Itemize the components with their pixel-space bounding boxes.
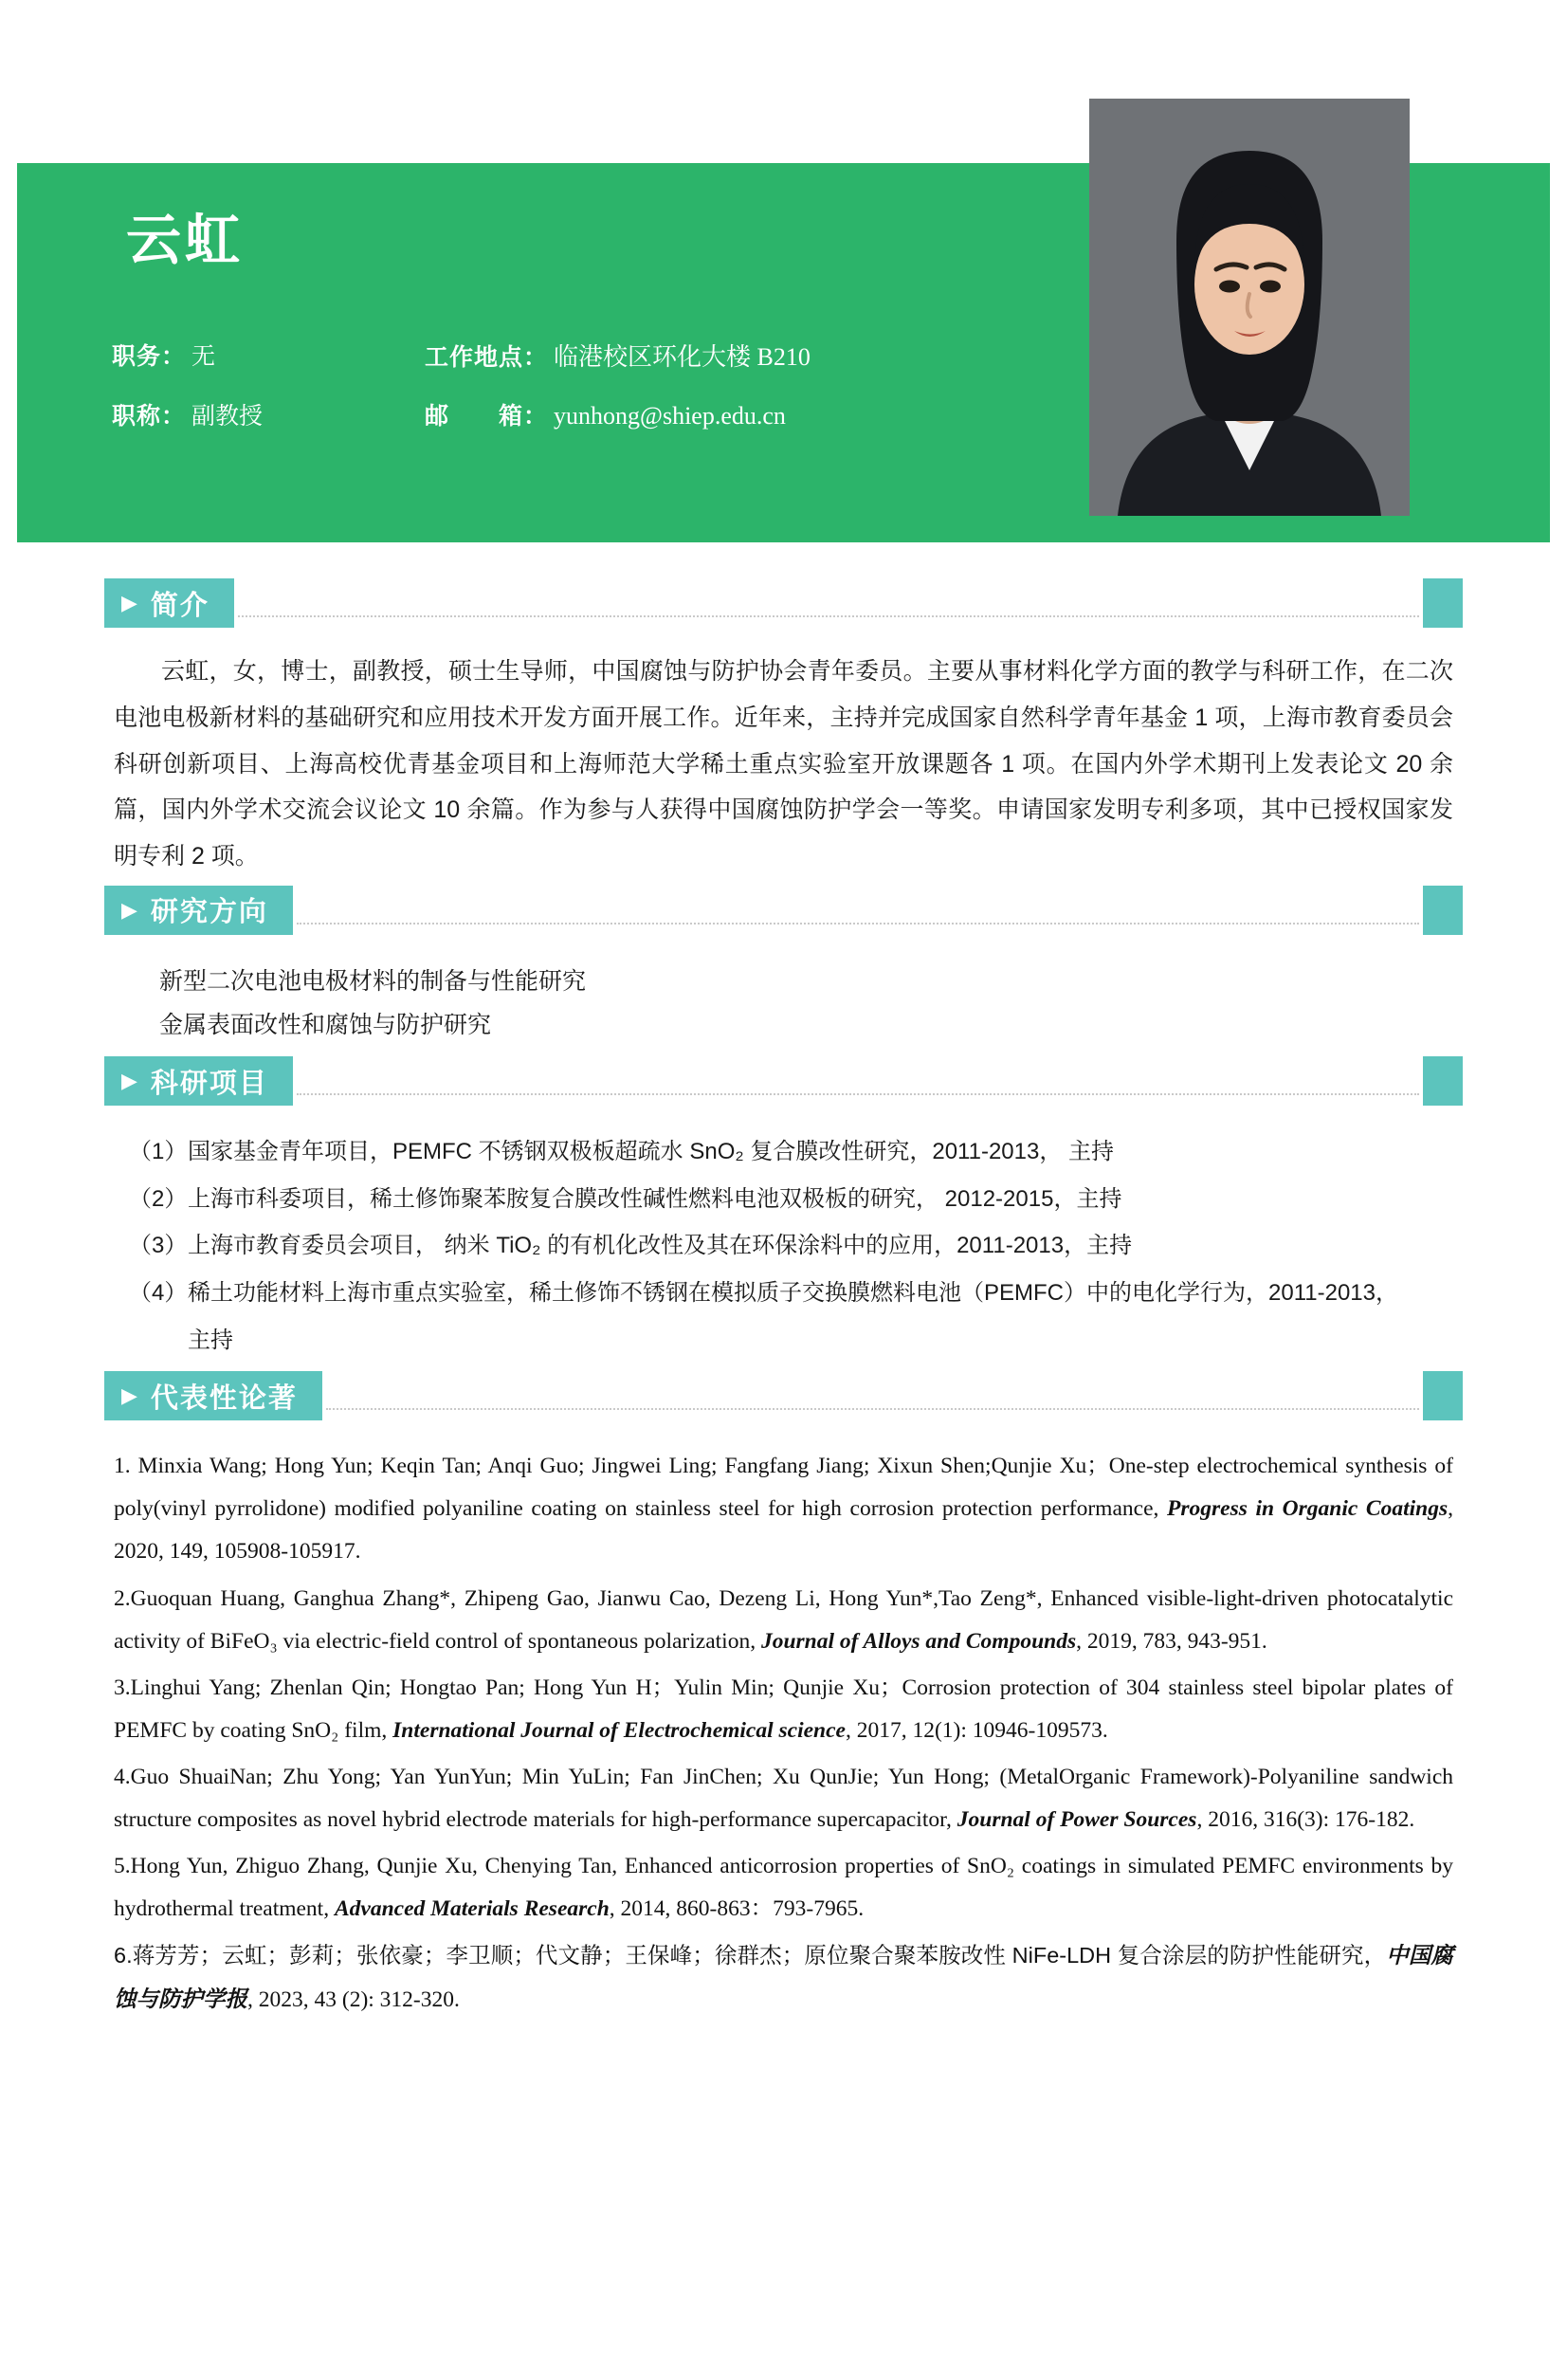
section-title-projects: 科研项目 xyxy=(150,1068,268,1099)
project-number: （3） xyxy=(129,1233,188,1259)
list-item xyxy=(114,1667,1453,1752)
list-item xyxy=(129,1178,1453,1221)
profile-header-banner xyxy=(17,163,1550,542)
publication-journal: Advanced Materials Research xyxy=(334,1896,610,1922)
publication-text: 6.蒋芳芳；云虹；彭莉；张依豪；李卫顺；代文静；王保峰；徐群杰；原位聚合聚苯胺改性 NiFe-LDH 复合涂层的防护性能研究， xyxy=(114,1943,1387,1968)
info-value-email[interactable]: yunhong@shiep.edu.cn xyxy=(554,401,786,430)
project-text: 上海市科委项目，稀土修饰聚苯胺复合膜改性碱性燃料电池双极板的研究， 2012-2015，主持 xyxy=(188,1185,1122,1212)
project-number: （4） xyxy=(129,1280,188,1307)
section-divider-dots xyxy=(297,1067,1419,1095)
research-direction-list xyxy=(159,960,1453,1048)
publication-journal: Progress in Organic Coatings xyxy=(1167,1496,1449,1522)
section-end-block xyxy=(1423,1056,1463,1106)
section-end-block xyxy=(1423,578,1463,628)
info-value-location: 临港校区环化大楼 B210 xyxy=(554,342,811,371)
triangle-right-icon: ▶ xyxy=(121,591,139,614)
publication-journal: International Journal of Electrochemical science xyxy=(392,1717,846,1743)
publication-journal: 中国腐蚀与防护学报 xyxy=(114,1944,1454,2012)
list-item xyxy=(114,1578,1453,1663)
info-row-position xyxy=(112,338,425,373)
project-number: （1） xyxy=(129,1139,188,1165)
section-divider-dots xyxy=(297,896,1419,925)
project-text-continued: 主持 xyxy=(188,1327,233,1353)
list-item xyxy=(129,1224,1453,1268)
project-text: 稀土功能材料上海市重点实验室，稀土修饰不锈钢在模拟质子交换膜燃料电池（PEMFC）中的电化学行为，2011-2013， xyxy=(188,1280,1398,1307)
section-divider-dots xyxy=(238,589,1419,617)
section-title-intro: 简介 xyxy=(150,590,210,621)
publication-details: , 2014, 860-863：793-7965. xyxy=(609,1896,865,1922)
publication-text: 2.Guoquan Huang, Ganghua Zhang*, Zhipeng Gao, Jianwu Cao, Dezeng Li, Hong Yun*,Tao Zeng*, Enhanced visible-light-driven photocatalytic activity of BiFeO₃ via electric-field control of spontaneous polarization, xyxy=(114,1585,1453,1654)
section-header-publications xyxy=(104,1371,1463,1420)
info-value-title: 副教授 xyxy=(191,402,264,430)
intro-paragraph: 云虹，女，博士，副教授，硕士生导师，中国腐蚀与防护协会青年委员。主要从事材料化学方面的教学与科研工作，在二次电池电极新材料的基础研究和应用技术开发方面开展工作。近年来，主持并完成国家自然科学青年基金 1 项，上海市教育委员会科研创新项目、上海高校优青基金项目和上海师范大学稀土重点实验室开放课题各 1 项。在国内外学术期刊上发表论文 20 余篇，国内外学术交流会议论文 10 余篇。作为参与人获得中国腐蚀防护学会一等奖。申请国家发明专利多项，其中已授权国家发明专利 2 项。 xyxy=(114,658,1453,870)
profile-content xyxy=(0,542,1567,2082)
project-text: 国家基金青年项目，PEMFC 不锈钢双极板超疏水 SnO₂ 复合膜改性研究，2011-2013， 主持 xyxy=(188,1139,1115,1165)
list-item: 新型二次电池电极材料的制备与性能研究 xyxy=(159,967,587,995)
publication-details: , 2020, 149, 105908-105917. xyxy=(114,1496,1453,1565)
list-item xyxy=(114,1845,1453,1931)
publication-details: , 2019, 783, 943-951. xyxy=(1076,1628,1267,1654)
project-number: （2） xyxy=(129,1185,188,1212)
publication-text: 1. Minxia Wang; Hong Yun; Keqin Tan; Anqi Guo; Jingwei Ling; Fangfang Jiang; Xixun Shen;Qunjie Xu；One-step electrochemical synthesis of poly(vinyl pyrrolidone) modified polyaniline coating on stainless steel for high corrosion protection performance, xyxy=(114,1454,1453,1522)
info-label-location: 工作地点： xyxy=(425,343,549,371)
publication-details: , 2023, 43 (2): 312-320. xyxy=(247,1986,460,2012)
section-end-block xyxy=(1423,1371,1463,1420)
info-label-title: 职称： xyxy=(112,402,187,430)
triangle-right-icon: ▶ xyxy=(121,1069,139,1093)
section-divider-dots xyxy=(326,1382,1419,1410)
info-label-email: 邮 箱： xyxy=(425,402,549,430)
section-tab-research xyxy=(104,886,293,935)
triangle-right-icon: ▶ xyxy=(121,1383,139,1408)
publication-details: , 2017, 12(1): 10946-109573. xyxy=(845,1717,1108,1743)
project-text: 上海市教育委员会项目， 纳米 TiO₂ 的有机化改性及其在环保涂料中的应用，2011-2013，主持 xyxy=(188,1233,1133,1259)
publication-text: 3.Linghui Yang; Zhenlan Qin; Hongtao Pan; Hong Yun H；Yulin Min; Qunjie Xu；Corrosion protection of 304 stainless steel bipolar plates of PEMFC by coating SnO₂ film, xyxy=(114,1675,1453,1743)
publication-journal: Journal of Alloys and Compounds xyxy=(760,1628,1077,1654)
list-item xyxy=(114,1445,1453,1573)
list-item xyxy=(129,1130,1453,1174)
page-title: 云虹 xyxy=(126,210,245,271)
publication-journal: Journal of Power Sources xyxy=(957,1807,1197,1833)
section-header-projects xyxy=(104,1056,1463,1106)
publication-text: 5.Hong Yun, Zhiguo Zhang, Qunjie Xu, Chenying Tan, Enhanced anticorrosion properties of SnO₂ coatings in simulated PEMFC environments by hydrothermal treatment, xyxy=(114,1854,1453,1922)
section-end-block xyxy=(1423,886,1463,935)
avatar xyxy=(1089,99,1410,516)
publication-details: , 2016, 316(3): 176-182. xyxy=(1196,1807,1415,1833)
section-tab-projects xyxy=(104,1056,293,1106)
triangle-right-icon: ▶ xyxy=(121,897,139,922)
list-item xyxy=(114,1934,1453,2021)
section-title-publications: 代表性论著 xyxy=(150,1382,298,1414)
list-item xyxy=(129,1272,1453,1315)
section-title-research: 研究方向 xyxy=(150,897,268,928)
section-header-research xyxy=(104,886,1463,935)
section-header-intro xyxy=(104,578,1463,628)
project-list xyxy=(129,1130,1453,1362)
section-tab-publications xyxy=(104,1371,322,1420)
section-tab-intro xyxy=(104,578,234,628)
info-value-position: 无 xyxy=(191,342,216,370)
profile-page xyxy=(0,163,1567,2380)
publication-list xyxy=(114,1445,1453,2021)
list-item: 金属表面改性和腐蚀与防护研究 xyxy=(159,1012,492,1038)
info-label-position: 职务： xyxy=(112,342,187,370)
publication-text: 4.Guo ShuaiNan; Zhu Yong; Yan YunYun; Min YuLin; Fan JinChen; Xu QunJie; Yun Hong; (MetalOrganic Framework)-Polyaniline sandwich structure composites as novel hybrid electrode materials for high-performance supercapacitor, xyxy=(114,1764,1453,1833)
list-item xyxy=(114,1756,1453,1841)
info-row-title xyxy=(112,397,425,431)
